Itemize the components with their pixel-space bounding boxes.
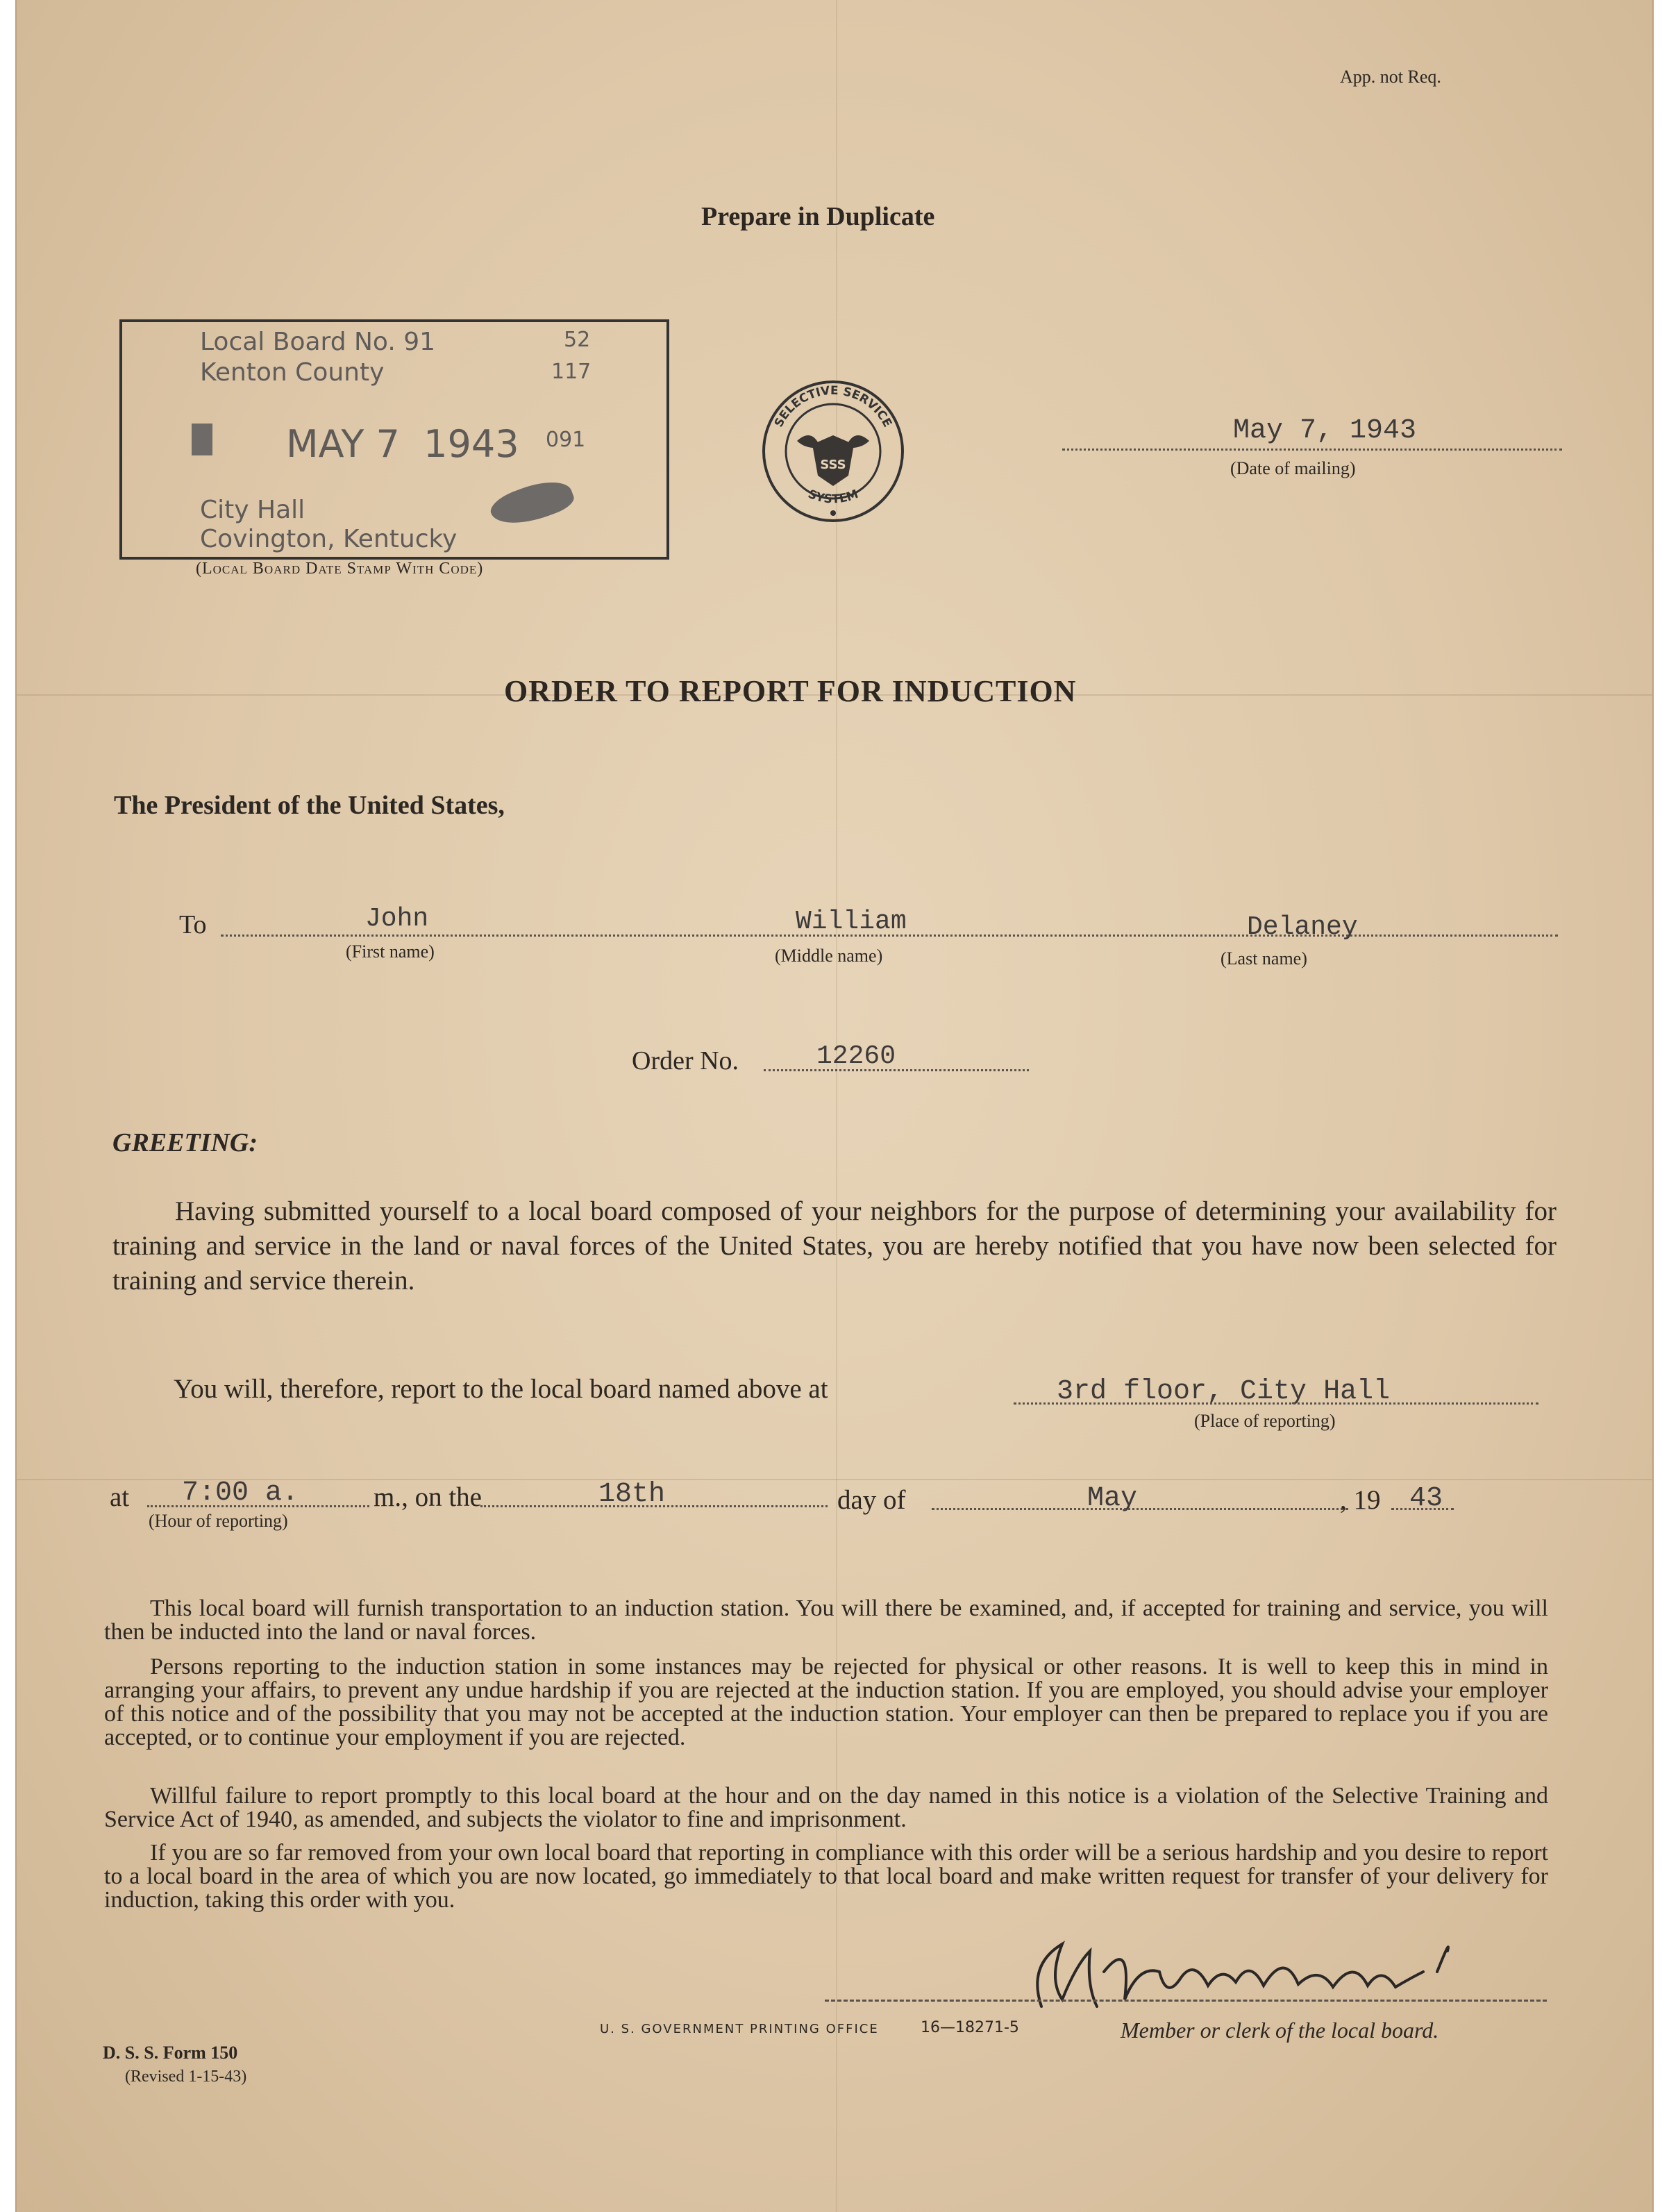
last-name-label: (Last name) [1221,948,1307,969]
signature-line [825,2000,1547,2002]
m-on-the-text: m., on the [374,1482,482,1512]
printer-credit: U. S. GOVERNMENT PRINTING OFFICE [600,2022,879,2036]
report-year-line [1391,1508,1454,1510]
board-city: Covington, Kentucky [200,525,458,553]
stamp-date: MAY 7 1943 [286,422,519,466]
printer-code: 16—18271-5 [921,2019,1019,2036]
to-label: To [179,910,207,939]
board-location: City Hall [200,496,305,524]
notice-paragraph: Willful failure to report promptly to this local board at the hour and on the day named in this notice is a violation of the Selective Training and Service Act of 1940, as amended, and subjects the violator to fine and imprisonment. [104,1783,1548,1832]
mailing-date-line [1062,449,1562,451]
board-number: Local Board No. 91 [200,328,436,356]
ink-smudge [487,473,577,534]
seal-center: SSS [820,458,846,472]
mailing-date: May 7, 1943 [1233,415,1417,446]
body-paragraph: Having submitted yourself to a local board composed of your neighbors for the purpose of determining your availability for training and service in the land or naval forces of the United States, you are hereby notified that you have now been selected for training and service therein. [112,1196,1557,1296]
svg-text:SYSTEM [806,487,860,507]
report-hour-label: (Hour of reporting) [149,1511,288,1531]
salutation: The President of the United States, [114,791,505,820]
prepare-instruction: Prepare in Duplicate [701,202,935,231]
middle-name: William [796,907,907,937]
order-number-line [764,1069,1029,1071]
report-place-line [1014,1402,1538,1405]
last-name: Delaney [1247,912,1358,942]
order-title: ORDER TO REPORT FOR INDUCTION [504,674,1077,708]
signature-scrawl [1021,1923,1479,2027]
day-of-text: day of [837,1485,906,1515]
stamp-mark [192,424,212,455]
report-day: 18th [598,1479,666,1510]
greeting: GREETING: [112,1128,258,1157]
at-label: at [110,1482,130,1512]
form-number: D. S. S. Form 150 [103,2043,238,2063]
notice-paragraph: This local board will furnish transportation to an induction station. You will there be examined, and, if accepted for training and service, you will then be inducted into the land or naval forces. [104,1595,1548,1645]
selective-service-seal [757,371,909,531]
report-place-label: (Place of reporting) [1194,1411,1336,1431]
report-day-line [480,1505,828,1507]
first-name: John [365,904,429,934]
svg-text:SELECTIVE SERVICE [772,384,894,430]
report-place: 3rd floor, City Hall [1057,1376,1391,1407]
stamp-code: 091 [546,428,586,452]
form-revised: (Revised 1-15-43) [125,2068,247,2086]
board-county: Kenton County [200,358,385,387]
stamp-caption: (Local Board Date Stamp With Code) [196,560,484,578]
signature-label: Member or clerk of the local board. [1121,2018,1439,2043]
report-month: May [1087,1483,1138,1514]
report-hour-line [147,1505,369,1507]
report-month-line [932,1508,1348,1510]
order-number: 12260 [816,1041,896,1071]
seal-text-top: SELECTIVE SERVICE [771,383,895,430]
report-hour: 7:00 a. [182,1477,299,1509]
stamp-code: 117 [551,360,592,384]
first-name-label: (First name) [346,941,435,962]
notice-paragraph: Persons reporting to the induction station in some instances may be rejected for physical or other reasons. It is well to keep this in mind in arranging your affairs, to prevent any undue hardship if you are rejected at the induction station. If you are employed, you should advise your employer of this notice and of the possibility that you may not be accepted at the induction station. Your employer can then be prepared to replace you if you are accepted, or to continue your employment if you are rejected. [104,1654,1548,1750]
approval-note: App. not Req. [1340,67,1441,87]
stamp-code: 52 [564,328,591,352]
date-stamp-box [119,319,669,560]
year-prefix: , 19 [1340,1485,1381,1515]
mailing-date-label: (Date of mailing) [1230,458,1356,478]
middle-name-label: (Middle name) [775,946,883,966]
report-year: 43 [1409,1483,1443,1514]
seal-text-bottom: SYSTEM [805,487,861,507]
report-text: You will, therefore, report to the local board named above at [174,1374,828,1404]
notice-paragraph: If you are so far removed from your own local board that reporting in compliance with this order will be a serious hardship and you desire to report to a local board in the area of which you are now located, go immediately to that local board and make written request for transfer of your delivery for induction, taking this order with you. [104,1840,1548,1913]
order-number-label: Order No. [632,1046,739,1075]
